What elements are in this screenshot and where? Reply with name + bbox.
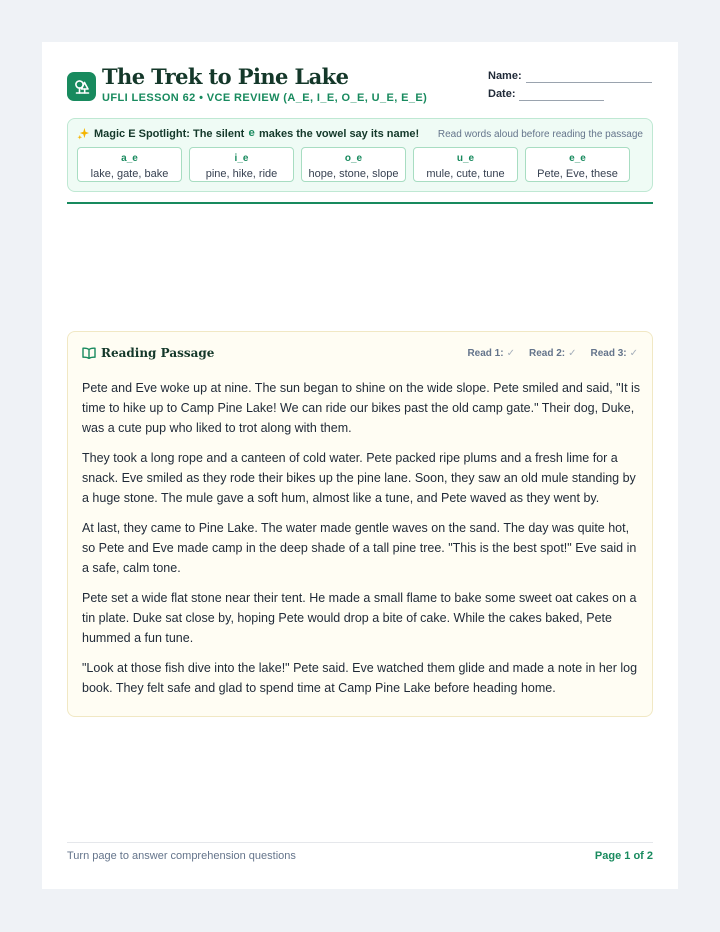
passage-paragraph: "Look at those fish dive into the lake!" Pete said. Eve watched them glide and made a note in her log book. They felt safe and glad to spend time at Camp Pine Lake before heading home. (82, 661, 638, 695)
pattern-card-u-e (413, 147, 518, 182)
read-2-label: Read 2: (528, 348, 566, 359)
read-1-check[interactable] (467, 348, 515, 359)
sparkles-icon (77, 127, 90, 140)
passage-title: Reading Passage (101, 346, 215, 360)
read-3-label: Read 3: (590, 348, 627, 359)
passage-heading (82, 346, 214, 360)
vce-pattern-cards (77, 147, 630, 182)
check-icon: ✓ (629, 348, 638, 359)
read-3-check[interactable] (590, 348, 638, 359)
pattern-card-i-e (189, 147, 294, 182)
check-icon: ✓ (506, 348, 515, 359)
page-number: Page 1 of 2 (594, 850, 653, 862)
name-field[interactable] (488, 70, 522, 82)
pattern-label: e_e (569, 153, 586, 164)
spotlight-heading-start: Magic E Spotlight: The silent (94, 127, 245, 140)
pattern-label: o_e (344, 153, 363, 164)
read-tracker (467, 348, 638, 359)
magic-e-spotlight (67, 118, 653, 192)
footer-instruction: Turn page to answer comprehension questions (67, 850, 296, 862)
footer-divider (67, 842, 653, 843)
pattern-card-a-e (77, 147, 182, 182)
pattern-words: hope, stone, slope (308, 168, 399, 180)
lesson-subtitle: UFLI LESSON 62 • VCE REVIEW (A_E, I_E, O_E, U_E, E_E) (102, 92, 428, 104)
spotlight-heading-end: makes the vowel say its name! (258, 127, 420, 140)
pattern-words: lake, gate, bake (90, 168, 169, 180)
page-title: The Trek to Pine Lake (102, 64, 349, 89)
pattern-label: a_e (121, 153, 138, 164)
date-line[interactable] (519, 100, 604, 101)
silent-e-letter: e (248, 127, 255, 140)
header-divider (67, 202, 653, 204)
pattern-label: i_e (234, 153, 249, 164)
passage-paragraph: Pete set a wide flat stone near their tent. He made a small flame to bake some sweet oat cakes on a tin plate. Duke sat close by, hoping Pete would drop a bite of cake. While the cakes baked, Pete hummed a fun tune. (82, 591, 637, 645)
pattern-card-e-e (525, 147, 630, 182)
check-icon: ✓ (568, 348, 577, 359)
tree-icon (67, 72, 96, 101)
passage-text (82, 378, 642, 708)
read-2-check[interactable] (529, 348, 577, 359)
date-field[interactable] (488, 88, 516, 100)
read-1-label: Read 1: (467, 348, 504, 359)
name-line[interactable] (526, 82, 652, 83)
spotlight-heading (77, 127, 419, 140)
passage-paragraph: At last, they came to Pine Lake. The water made gentle waves on the sand. The day was quite hot, so Pete and Eve made camp in the deep shade of a tall pine tree. "This is the best spot!" Eve said in a safe, calm tone. (82, 521, 637, 575)
pattern-card-o-e (301, 147, 406, 182)
passage-paragraph: Pete and Eve woke up at nine. The sun began to shine on the wide slope. Pete smiled and said, "It is time to hike up to Camp Pine Lake! We can ride our bikes past the old camp gate." Their dog, Duke, was a cute pup who liked to trot along with them. (82, 381, 641, 435)
pattern-words: Pete, Eve, these (537, 168, 618, 180)
worksheet-page (42, 42, 678, 889)
passage-paragraph: They took a long rope and a canteen of cold water. Pete packed ripe plums and a fresh lime for a snack. Eve smiled as they rode their bikes up the pine lane. Soon, they saw an old mule standing by a huge stone. The mule gave a soft hum, almost like a tune, and Pete waved as they went by. (82, 451, 636, 505)
pattern-words: mule, cute, tune (426, 168, 505, 180)
reading-passage (67, 331, 653, 717)
pattern-label: u_e (456, 153, 475, 164)
name-label: Name: (488, 70, 522, 82)
pattern-words: pine, hike, ride (205, 168, 278, 180)
open-book-icon (82, 347, 96, 359)
date-label: Date: (488, 88, 516, 100)
spotlight-note: Read words aloud before reading the passage (437, 129, 643, 140)
